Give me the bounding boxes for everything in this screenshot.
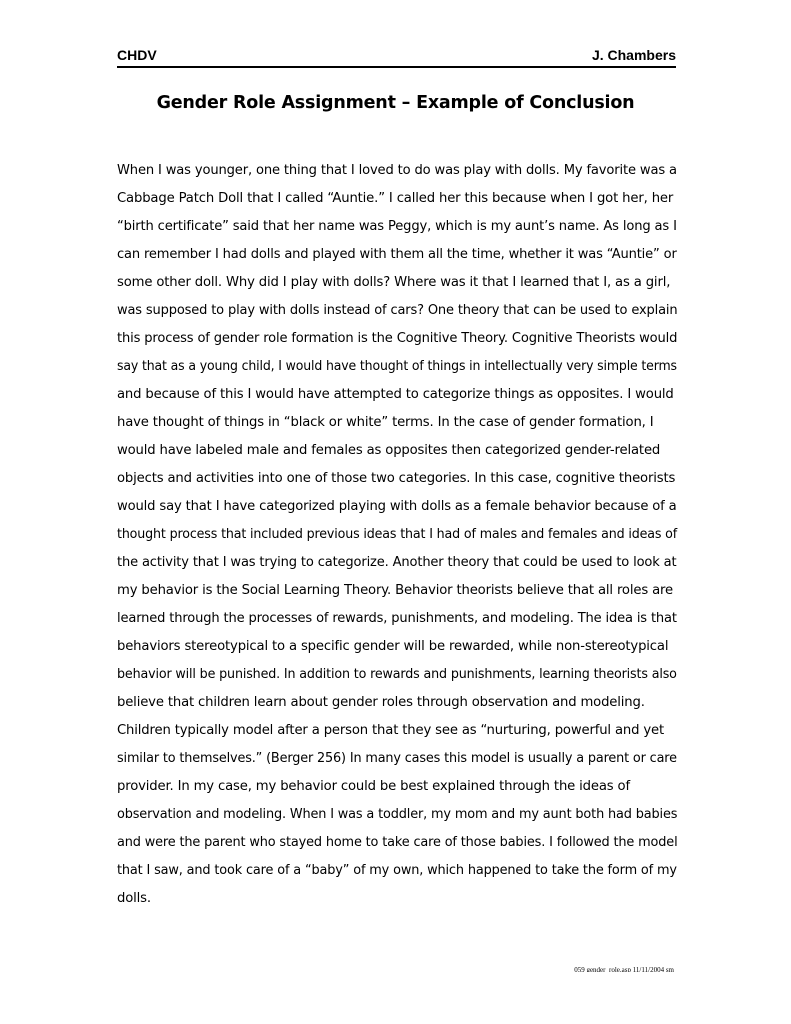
paragraph-line: “birth certificate” said that her name was Peggy, which is my aunt’s name. As long as I <box>117 219 677 234</box>
paragraph-line: can remember I had dolls and played with them all the time, whether it was “Auntie” or <box>117 247 677 262</box>
paragraph-line: provider. In my case, my behavior could be best explained through the ideas of <box>117 779 630 794</box>
paragraph-line: dolls. <box>117 891 151 906</box>
paragraph-line: say that as a young child, I would have thought of things in intellectually very simple terms <box>117 359 677 374</box>
paragraph-line: the activity that I was trying to categorize. Another theory that could be used to look at <box>117 555 677 570</box>
page-header <box>117 44 676 68</box>
paragraph-line: some other doll. Why did I play with dolls? Where was it that I learned that I, as a girl, <box>117 275 671 290</box>
paragraph-line: observation and modeling. When I was a toddler, my mom and my aunt both had babies <box>117 807 678 822</box>
paragraph-line: similar to themselves.” (Berger 256) In many cases this model is usually a parent or care <box>117 751 677 766</box>
paragraph-line: thought process that included previous ideas that I had of males and females and ideas of <box>117 527 678 542</box>
header-course-code: CHDV <box>117 47 157 63</box>
paragraph-line: my behavior is the Social Learning Theory. Behavior theorists believe that all roles are <box>117 583 673 598</box>
paragraph-line: was supposed to play with dolls instead of cars? One theory that can be used to explain <box>117 303 678 318</box>
paragraph-line: learned through the processes of rewards, punishments, and modeling. The idea is that <box>117 611 677 626</box>
paragraph-line: When I was younger, one thing that I loved to do was play with dolls. My favorite was a <box>117 163 677 178</box>
paragraph-line: behavior will be punished. In addition to rewards and punishments, learning theorists also <box>117 667 677 682</box>
paragraph-line: Cabbage Patch Doll that I called “Auntie.” I called her this because when I got her, her <box>117 191 674 206</box>
header-author: J. Chambers <box>591 47 676 63</box>
page-footer-filename: 059 gender_role.asp 11/11/2004 sm <box>574 966 674 972</box>
paragraph-line: behaviors stereotypical to a specific gender will be rewarded, while non-stereotypical <box>117 639 669 654</box>
paragraph-line: objects and activities into one of those two categories. In this case, cognitive theorists <box>117 471 676 486</box>
paragraph-line: have thought of things in “black or white” terms. In the case of gender formation, I <box>117 415 654 430</box>
paragraph-line: and were the parent who stayed home to take care of those babies. I followed the model <box>117 835 678 850</box>
paragraph-line: believe that children learn about gender roles through observation and modeling. <box>117 695 645 710</box>
paragraph-line: would have labeled male and females as opposites then categorized gender-related <box>117 443 661 458</box>
paragraph-line: and because of this I would have attempted to categorize things as opposites. I would <box>117 387 674 402</box>
paragraph-line: that I saw, and took care of a “baby” of my own, which happened to take the form of my <box>117 863 677 878</box>
paragraph-line: would say that I have categorized playing with dolls as a female behavior because of a <box>117 499 677 514</box>
document-title: Gender Role Assignment – Example of Conclusion <box>156 93 635 113</box>
body-paragraph <box>117 157 677 913</box>
paragraph-line: this process of gender role formation is the Cognitive Theory. Cognitive Theorists would <box>117 331 678 346</box>
paragraph-line: Children typically model after a person that they see as “nurturing, powerful and yet <box>117 723 665 738</box>
